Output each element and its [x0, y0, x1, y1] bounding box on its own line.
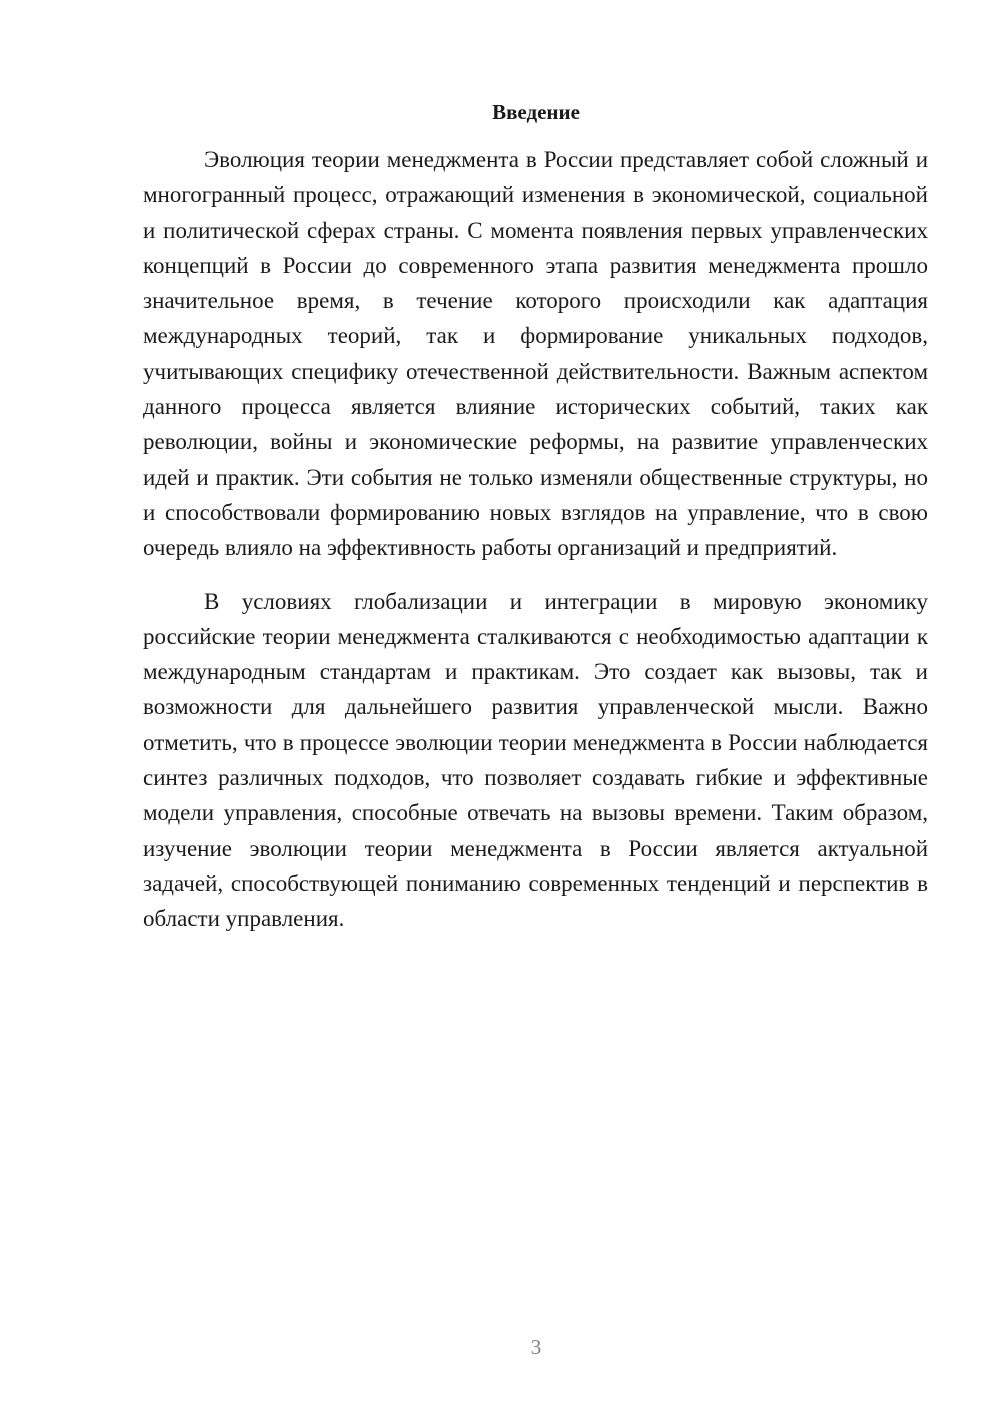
paragraph-2: В условиях глобализации и интеграции в мировую экономику российские теории менеджмента сталкиваются с необходимостью адаптации к международным стандартам и практикам. Это создает как вызовы, так и возможности для дальнейшего развития управленческой мысли. Важно отметить, что в процессе эволюции теории менеджмента в России наблюдается синтез различных подходов, что позволяет создавать гибкие и эффективные модели управления, способные отвечать на вызовы времени. Таким образом, изучение эволюции теории менеджмента в России является актуальной задачей, способствующей пониманию современных тенденций и перспектив в области управления.: [143, 588, 928, 932]
paragraph-1: Эволюция теории менеджмента в России представляет собой сложный и многогранный процесс, отражающий изменения в экономической, социальной и политической сферах страны. С момента появления первых управленческих концепций в России до современного этапа развития менеджмента прошло значительное время, в течение которого происходили как адаптация международных теорий, так и формирование уникальных подходов, учитывающих специфику отечественной действительности. Важным аспектом данного процесса является влияние исторических событий, таких как революции, войны и экономические реформы, на развитие управленческих идей и практик. Эти события не только изменяли общественные структуры, но и способствовали формированию новых взглядов на управление, что в свою очередь влияло на эффективность работы организаций и предприятий.: [143, 147, 928, 561]
page-number: 3: [530, 1335, 542, 1359]
body-text: [143, 142, 928, 937]
section-heading: Введение: [492, 100, 580, 124]
